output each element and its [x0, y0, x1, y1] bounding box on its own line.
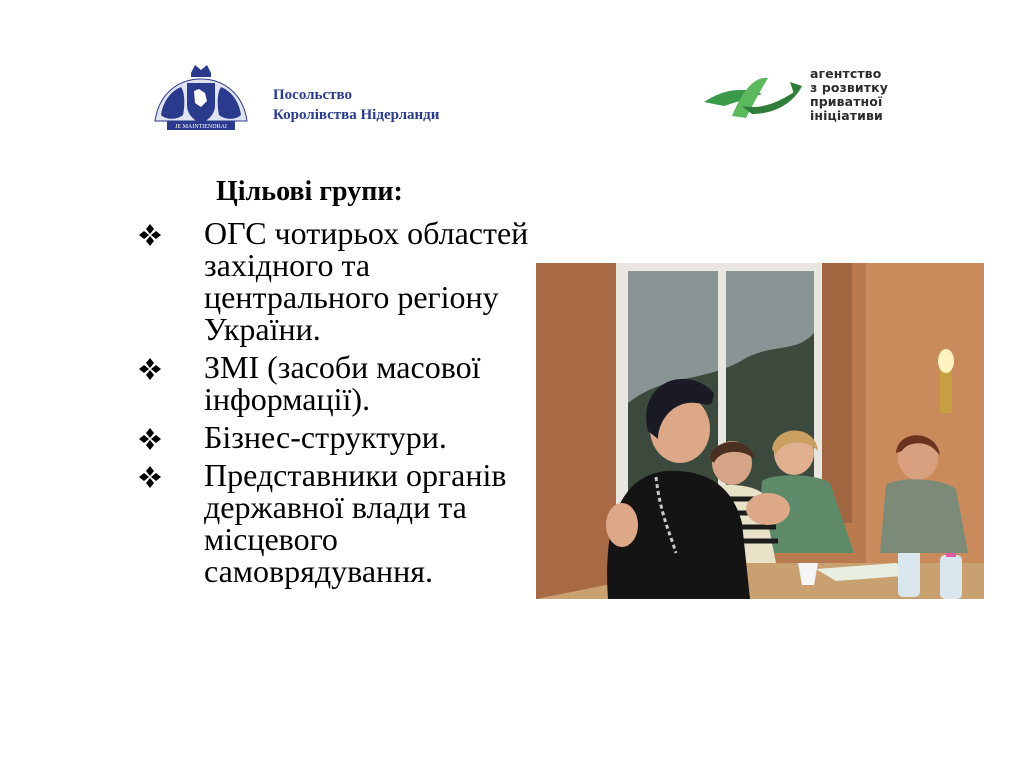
- agency-name-line-4: ініціативи: [810, 108, 883, 123]
- agency-name-line-2: з розвитку: [810, 80, 888, 95]
- four-diamond-bullet-icon: [138, 427, 162, 451]
- list-item-text: Представники органів державної влади та місцевого самоврядування.: [204, 457, 507, 589]
- list-item: [138, 351, 538, 415]
- list-item-text: ОГС чотирьох областей західного та центрального регіону України.: [204, 215, 529, 347]
- list-item-text: ЗМІ (засоби масової інформації).: [204, 349, 481, 417]
- meeting-photo: [536, 263, 984, 599]
- list-item: [138, 217, 538, 345]
- embassy-motto: JE MAINTIENDRAI: [175, 124, 227, 130]
- four-diamond-bullet-icon: [138, 223, 162, 247]
- agency-name-line-3: приватної: [810, 94, 883, 109]
- embassy-name-line-1: Посольство: [273, 87, 352, 103]
- target-groups-list: [138, 217, 538, 593]
- list-item: [138, 421, 538, 453]
- embassy-name: [273, 85, 439, 125]
- slide-heading: Цільові групи:: [216, 176, 403, 207]
- embassy-name-line-2: Королівства Нідерланди: [273, 107, 440, 123]
- list-item: [138, 459, 538, 587]
- four-diamond-bullet-icon: [138, 357, 162, 381]
- agency-name: [810, 67, 888, 123]
- agency-green-swoosh-icon: [702, 72, 806, 124]
- four-diamond-bullet-icon: [138, 465, 162, 489]
- agency-name-line-1: агентство: [810, 66, 882, 81]
- netherlands-coat-of-arms-icon: [149, 63, 253, 133]
- list-item-text: Бізнес-структури.: [204, 419, 447, 455]
